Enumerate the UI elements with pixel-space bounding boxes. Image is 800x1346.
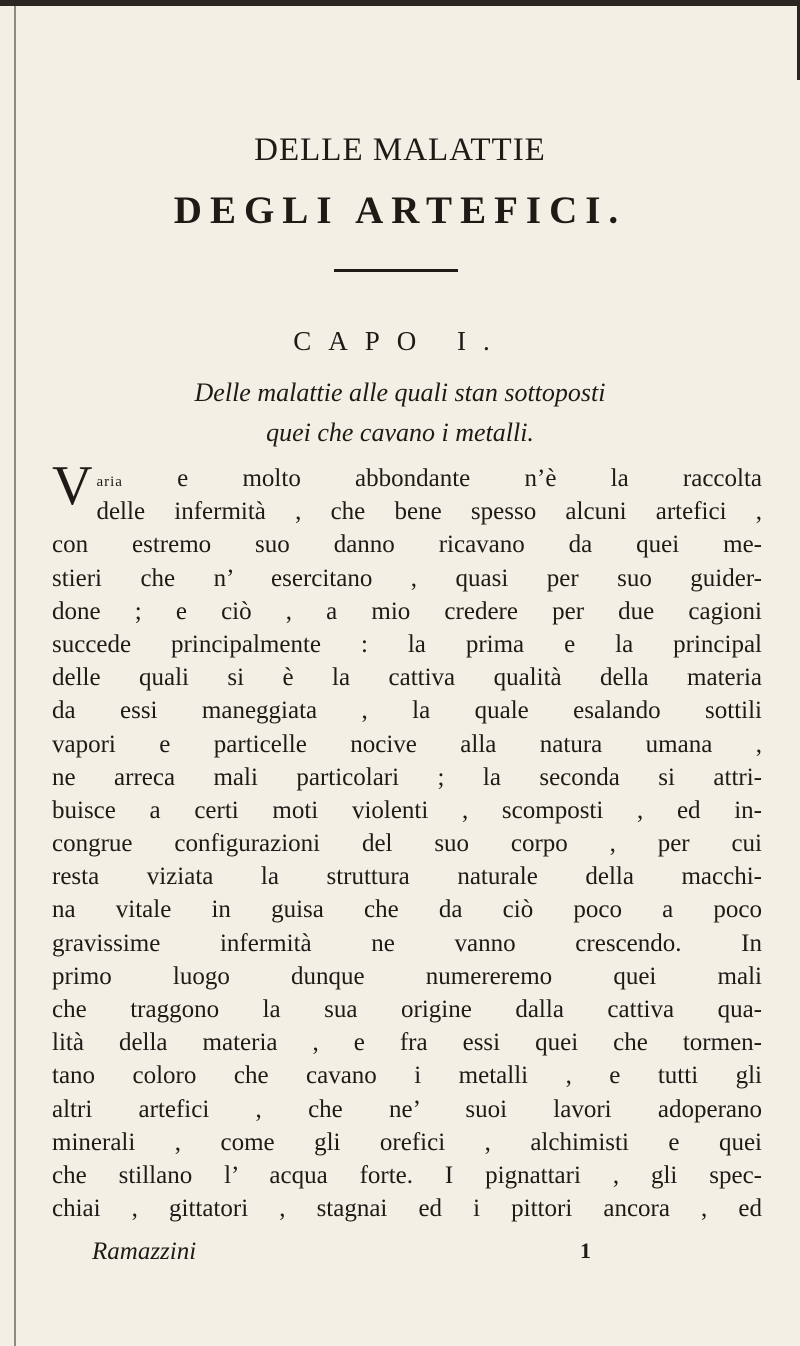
text-line: congrue configurazioni del suo corpo , per cui bbox=[52, 830, 762, 858]
drop-cap: V bbox=[52, 455, 93, 517]
text-line: chiai , gittatori , stagnai ed i pittori ancora , ed bbox=[52, 1195, 762, 1223]
text-line: con estremo suo danno ricavano da quei me- bbox=[52, 531, 762, 559]
text-line: buisce a certi moti violenti , scomposti , ed in- bbox=[52, 796, 762, 824]
text-line: resta viziata la struttura naturale della macchi- bbox=[52, 863, 762, 891]
title-rule bbox=[334, 269, 458, 272]
body-paragraph bbox=[52, 455, 762, 1225]
chapter-heading: CAPO I. bbox=[293, 326, 507, 356]
text-line: delle infermità , che bene spesso alcuni artefici , bbox=[96, 498, 762, 526]
text-line: done ; e ciò , a mio credere per due cagioni bbox=[52, 597, 762, 625]
text-line: lità della materia , e fra essi quei che tormen- bbox=[52, 1029, 762, 1057]
text-line: minerali , come gli orefici , alchimisti e quei bbox=[52, 1128, 762, 1156]
text-line: da essi maneggiata , la quale esalando sottili bbox=[52, 697, 762, 725]
page-top-edge bbox=[0, 0, 800, 6]
text-line: succede principalmente : la prima e la principal bbox=[52, 630, 762, 658]
title-line-2: DEGLI ARTEFICI. bbox=[173, 189, 627, 232]
text-line: gravissime infermità ne vanno crescendo. In bbox=[52, 929, 762, 957]
text-line: ne arreca mali particolari ; la seconda si attri- bbox=[52, 763, 762, 791]
text-line: primo luogo dunque numereremo quei mali bbox=[52, 962, 762, 990]
first-line-text: e molto abbondante n’è la raccolta bbox=[122, 465, 762, 492]
text-line bbox=[52, 462, 762, 495]
signature-catchword: Ramazzini bbox=[92, 1238, 197, 1265]
text-line: che stillano l’ acqua forte. I pignattari , gli spec- bbox=[52, 1161, 762, 1189]
text-line: na vitale in guisa che da ciò poco a poco bbox=[52, 896, 762, 924]
text-line: stieri che n’ esercitano , quasi per suo guider- bbox=[52, 564, 762, 592]
subtitle-line-2: quei che cavano i metalli. bbox=[266, 418, 534, 447]
subtitle-line-1: Delle malattie alle quali stan sottoposti bbox=[194, 378, 606, 407]
title-line-1: DELLE MALATTIE bbox=[254, 132, 546, 168]
text-line: vapori e particelle nocive alla natura umana , bbox=[52, 730, 762, 758]
text-line: altri artefici , che ne’ suoi lavori adoperano bbox=[52, 1095, 762, 1123]
text-line: delle quali si è la cattiva qualità della materia bbox=[52, 664, 762, 692]
text-line: che traggono la sua origine dalla cattiva qua- bbox=[52, 996, 762, 1023]
signature-mark: 1 bbox=[580, 1238, 591, 1263]
chapter-subtitle bbox=[0, 373, 800, 453]
first-word-smallcaps: aria bbox=[96, 474, 123, 490]
text-line: tano coloro che cavano i metalli , e tutti gli bbox=[52, 1062, 762, 1090]
